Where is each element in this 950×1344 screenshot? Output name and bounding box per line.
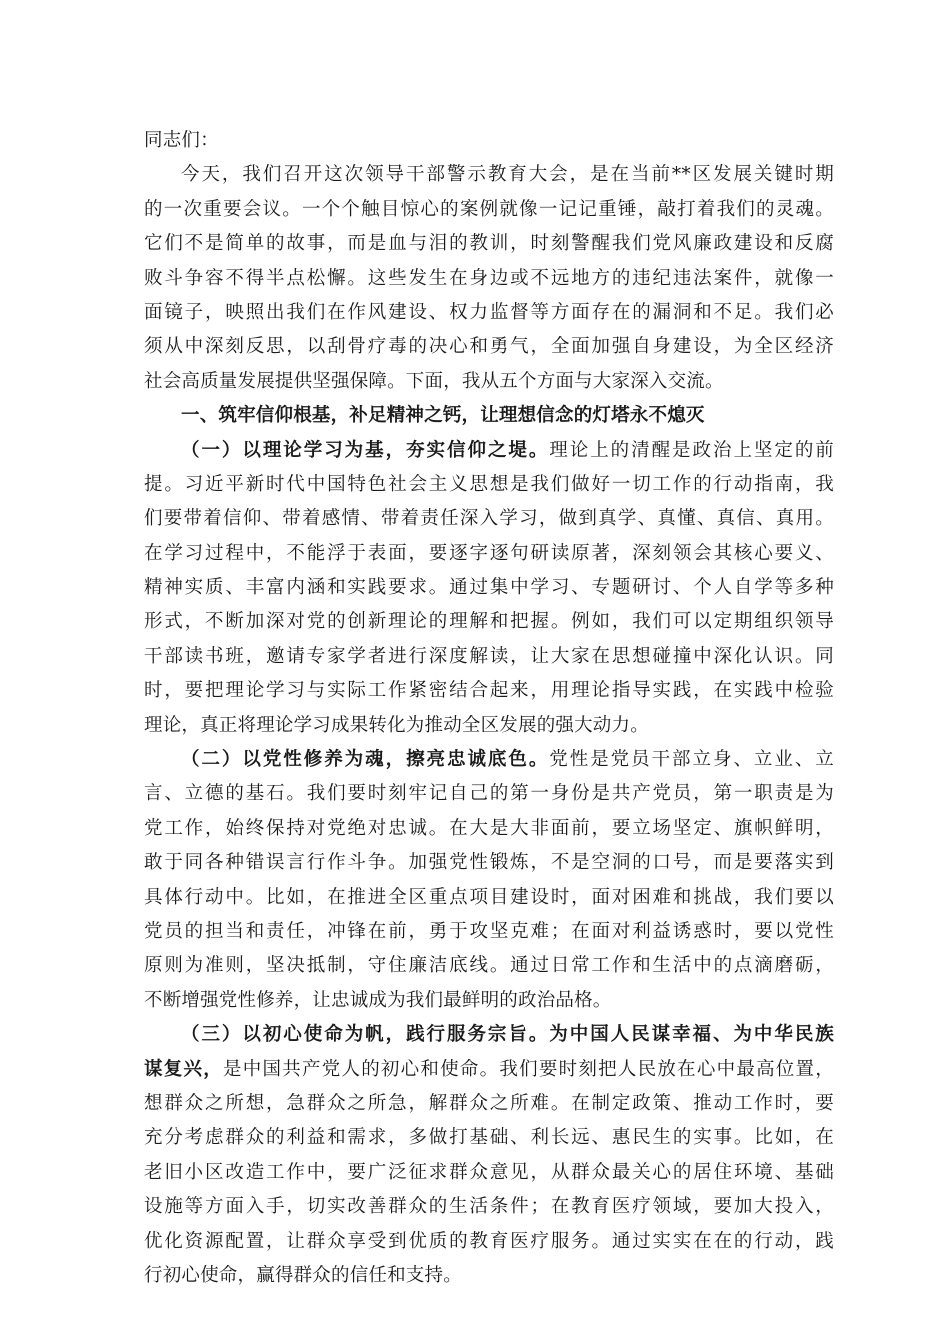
section-heading-1: 一、筑牢信仰根基，补足精神之钙，让理想信念的灯塔永不熄灭 <box>181 405 705 427</box>
subsection-title-cont: 谋复兴， <box>144 1058 223 1080</box>
paragraph-line: 党员的担当和责任，冲锋在前，勇于攻坚克难；在面对利益诱惑时，要以党性 <box>144 920 834 942</box>
paragraph-line: 不断增强党性修养，让忠诚成为我们最鲜明的政治品格。 <box>144 989 612 1011</box>
paragraph-line: 们要带着信仰、带着感情、带着责任深入学习，做到真学、真懂、真信、真用。 <box>144 508 834 530</box>
paragraph-line: 精神实质、丰富内涵和实践要求。通过集中学习、专题研讨、个人自学等多种 <box>144 577 834 599</box>
paragraph-line: 具体行动中。比如，在推进全区重点项目建设时，面对困难和挑战，我们要以 <box>144 886 834 908</box>
subsection-text: 党性是党员干部立身、立业、立 <box>549 749 834 771</box>
paragraph-line: 言、立德的基石。我们要时刻牢记自己的第一身份是共产党员，第一职责是为 <box>144 783 834 805</box>
subsection-first-line <box>144 434 834 468</box>
paragraph-line: 充分考虑群众的利益和需求，多做打基础、利长远、惠民生的实事。比如，在 <box>144 1127 834 1149</box>
paragraph-line: 行初心使命，赢得群众的信任和支持。 <box>144 1264 462 1286</box>
paragraph-line: 优化资源配置，让群众享受到优质的教育医疗服务。通过实实在在的行动，践 <box>144 1230 834 1252</box>
paragraph-line: 敢于同各种错误言行作斗争。加强党性锻炼，不是空洞的口号，而是要落实到 <box>144 852 834 874</box>
document-page <box>144 124 834 1293</box>
subsection-2 <box>144 743 834 1018</box>
paragraph-line: 时，要把理论学习与实际工作紧密结合起来，用理论指导实践，在实践中检验 <box>144 680 834 702</box>
subsection-second-line <box>144 1053 834 1087</box>
intro-line: 的一次重要会议。一个个触目惊心的案例就像一记记重锤，敲打着我们的灵魂。 <box>144 198 834 220</box>
subsection-first-line <box>144 743 834 777</box>
subsection-3 <box>144 1018 834 1293</box>
intro-line: 败斗争容不得半点松懈。这些发生在身边或不远地方的违纪违法案件，就像一 <box>144 267 834 289</box>
subsection-title: （一）以理论学习为基，夯实信仰之堤。 <box>181 439 550 461</box>
salutation: 同志们： <box>144 130 219 151</box>
intro-line: 面镜子，映照出我们在作风建设、权力监督等方面存在的漏洞和不足。我们必 <box>144 301 834 323</box>
paragraph-line: 形式，不断加深对党的创新理论的理解和把握。例如，我们可以定期组织领导 <box>144 611 834 633</box>
paragraph-line: 设施等方面入手，切实改善群众的生活条件；在教育医疗领域，要加大投入， <box>144 1196 834 1218</box>
paragraph-line: 老旧小区改造工作中，要广泛征求群众意见，从群众最关心的居住环境、基础 <box>144 1161 834 1183</box>
paragraph-line: 提。习近平新时代中国特色社会主义思想是我们做好一切工作的行动指南，我 <box>144 473 834 495</box>
intro-line: 社会高质量发展提供坚强保障。下面，我从五个方面与大家深入交流。 <box>144 370 724 392</box>
paragraph-line: 想群众之所想，急群众之所急，解群众之所难。在制定政策、推动工作时，要 <box>144 1092 834 1114</box>
intro-paragraph <box>144 158 834 399</box>
intro-line: 须从中深刻反思，以刮骨疗毒的决心和勇气，全面加强自身建设，为全区经济 <box>144 336 834 358</box>
paragraph-line: 理论，真正将理论学习成果转化为推动全区发展的强大动力。 <box>144 714 649 736</box>
subsection-title: （三）以初心使命为帆，践行服务宗旨。为中国人民谋幸福、为中华民族 <box>181 1024 834 1046</box>
paragraph-line: 干部读书班，邀请专家学者进行深度解读，让大家在思想碰撞中深化认识。同 <box>144 645 834 667</box>
intro-line: 它们不是简单的故事，而是血与泪的教训，时刻警醒我们党风廉政建设和反腐 <box>144 233 834 255</box>
subsection-text: 是中国共产党人的初心和使命。我们要时刻把人民放在心中最高位置， <box>222 1058 834 1080</box>
paragraph-line: 党工作，始终保持对党绝对忠诚。在大是大非面前，要立场坚定、旗帜鲜明， <box>144 817 834 839</box>
paragraph-line: 原则为准则，坚决抵制，守住廉洁底线。通过日常工作和生活中的点滴磨砺， <box>144 955 834 977</box>
intro-line: 今天，我们召开这次领导干部警示教育大会，是在当前**区发展关键时期 <box>181 164 834 186</box>
subsection-title: （二）以党性修养为魂，擦亮忠诚底色。 <box>181 749 550 771</box>
subsection-text: 理论上的清醒是政治上坚定的前 <box>549 439 834 461</box>
subsection-1 <box>144 434 834 744</box>
paragraph-line: 在学习过程中，不能浮于表面，要逐字逐句研读原著，深刻领会其核心要义、 <box>144 542 834 564</box>
